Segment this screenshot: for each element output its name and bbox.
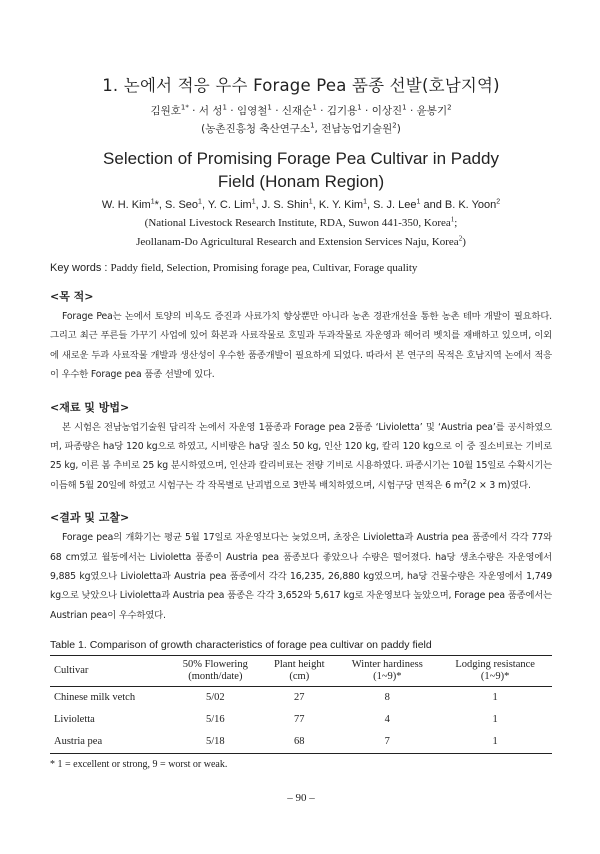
author-ko: 이상진	[371, 105, 403, 117]
author-ko: 김기용	[326, 105, 358, 117]
keywords-label: Key words :	[50, 262, 108, 274]
table-footnote: * 1 = excellent or strong, 9 = worst or weak.	[50, 759, 228, 771]
section-heading-objective: <목 적>	[50, 290, 94, 303]
affiliation-english: (National Livestock Research Institute, RDA, Suwon 441-350, Korea$^1$; Jeollanam-Do Agricultural Research and Extension Services Naju, Korea$^2$)	[136, 215, 466, 248]
section-heading-results: <결과 및 고찰>	[50, 511, 130, 525]
authors-english: W. H. Kim$^1$*, S. Seo$^1$, Y. C. Lim$^1$, J. S. Shin$^1$, K. Y. Kim$^1$, S. J. Lee$^1$ and B. K. Yoon$^2$	[101, 198, 501, 211]
table-caption: Table 1. Comparison of growth characteristics of forage pea cultivar on paddy field	[50, 639, 432, 652]
col-header: Lodging resistance (1~9)*	[455, 659, 535, 683]
section-heading-methods: <재료 및 방법>	[50, 400, 130, 414]
section-text-results: Forage pea의 개화기는 평균 5월 17일로 자운영보다는 늦었으며, 초장은 Livioletta과 Austria pea 품종에서 각각 77와 68 cm였고 월동에서는 Livioletta 품종이 Austria pea 품종보다 좋았으나 수량은 떨어졌다. ha당 생초수량은 자운영에서 9,885 kg였으나 Livioletta과 Austria pea 품종에서 각각 16,235, 26,880 kg였으며, ha당 건물수량은 자운영에서 1,749 kg으로 낮았으나 Livioletta과 Austria pea 품종은 각각 3,652와 5,617 kg로 자운영보다 높았으며, Forage pea 품종에서는 Austrian pea이 우수하였다.	[50, 532, 552, 621]
keywords	[50, 262, 552, 274]
col-header: 50% Flowering (month/date)	[182, 659, 248, 683]
page-number: – 90 –	[287, 792, 315, 805]
table-row: Austria pea 5/18 68 7 1	[50, 731, 552, 754]
author-ko: 서 성	[198, 105, 223, 117]
title-english: Selection of Promising Forage Pea Cultivar in Paddy Field (Honam Region)	[103, 149, 499, 191]
authors-korean: 김원호$^{1*}$ · 서 성$^1$ · 임영철$^1$ · 신재순$^1$ · 김기용$^1$ · 이상진$^1$ · 윤봉기$^2$	[150, 103, 452, 117]
col-header: Winter hardiness (1~9)*	[351, 659, 423, 683]
section-text-objective: Forage Pea는 논에서 토양의 비옥도 증진과 사료가치 향상뿐만 아니라 농촌 경관개선을 통한 농촌 테마 개발이 필요하다. 그리고 최근 푸른들 가꾸기 사업에 있어 화본과 사료작물로 호밀과 두과작물로 자운영과 헤어리 벳치를 재배하고 있으며, 이외에 새로운 두과 사료작물 개발과 생산성이 우수한 품종개발이 필요하게 되었다. 따라서 본 연구의 목적은 호남지역 논에서 적응이 우수한 Forage pea 품종 선발에 있다.	[50, 311, 552, 381]
author-ko: 신재순	[281, 105, 313, 117]
col-header: Plant height (cm)	[274, 659, 325, 683]
author-ko: 윤봉기	[416, 105, 448, 117]
growth-table	[50, 655, 552, 754]
author-ko: 김원호	[150, 105, 181, 117]
keywords-text: Paddy field, Selection, Promising forage pea, Cultivar, Forage quality	[110, 262, 418, 274]
section-text-methods: 본 시험은 전남농업기술원 답리작 논에서 자운영 1품종과 Forage pea 2품종 ‘Livioletta’ 및 ‘Austria pea’를 공시하였으며, 파종량은 ha당 120 kg으로 하였고, 시비량은 ha당 질소 50 kg, 인산 120 kg, 칼리 120 kg으로 이 중 질소비료는 기비로 25 kg, 이른 봄 추비로 25 kg 분시하였으며, 인산과 칼리비료는 전량 기비로 시용하였다. 파종시기는 10월 15일로 수확시기는 이듬해 5월 20일에 하였고 시험구는 각 작목별로 난괴법으로 3반복 배치하였으며, 시험구당 면적은 6 $m^2(2 \times 3$ m)였다.	[50, 421, 552, 491]
title-korean: 1. 논에서 적응 우수 Forage Pea 품종 선발(호남지역)	[102, 76, 500, 95]
table-row: Livioletta 5/16 77 4 1	[54, 714, 498, 726]
table-row: Chinese milk vetch 5/02 27 8 1	[54, 692, 498, 704]
col-header: Cultivar	[54, 665, 89, 677]
author-ko: 임영철	[236, 105, 268, 117]
affiliation-korean: (농촌진흥청 축산연구소$^1$, 전남농업기술원$^2$)	[201, 121, 401, 135]
table-header-row	[50, 656, 552, 687]
